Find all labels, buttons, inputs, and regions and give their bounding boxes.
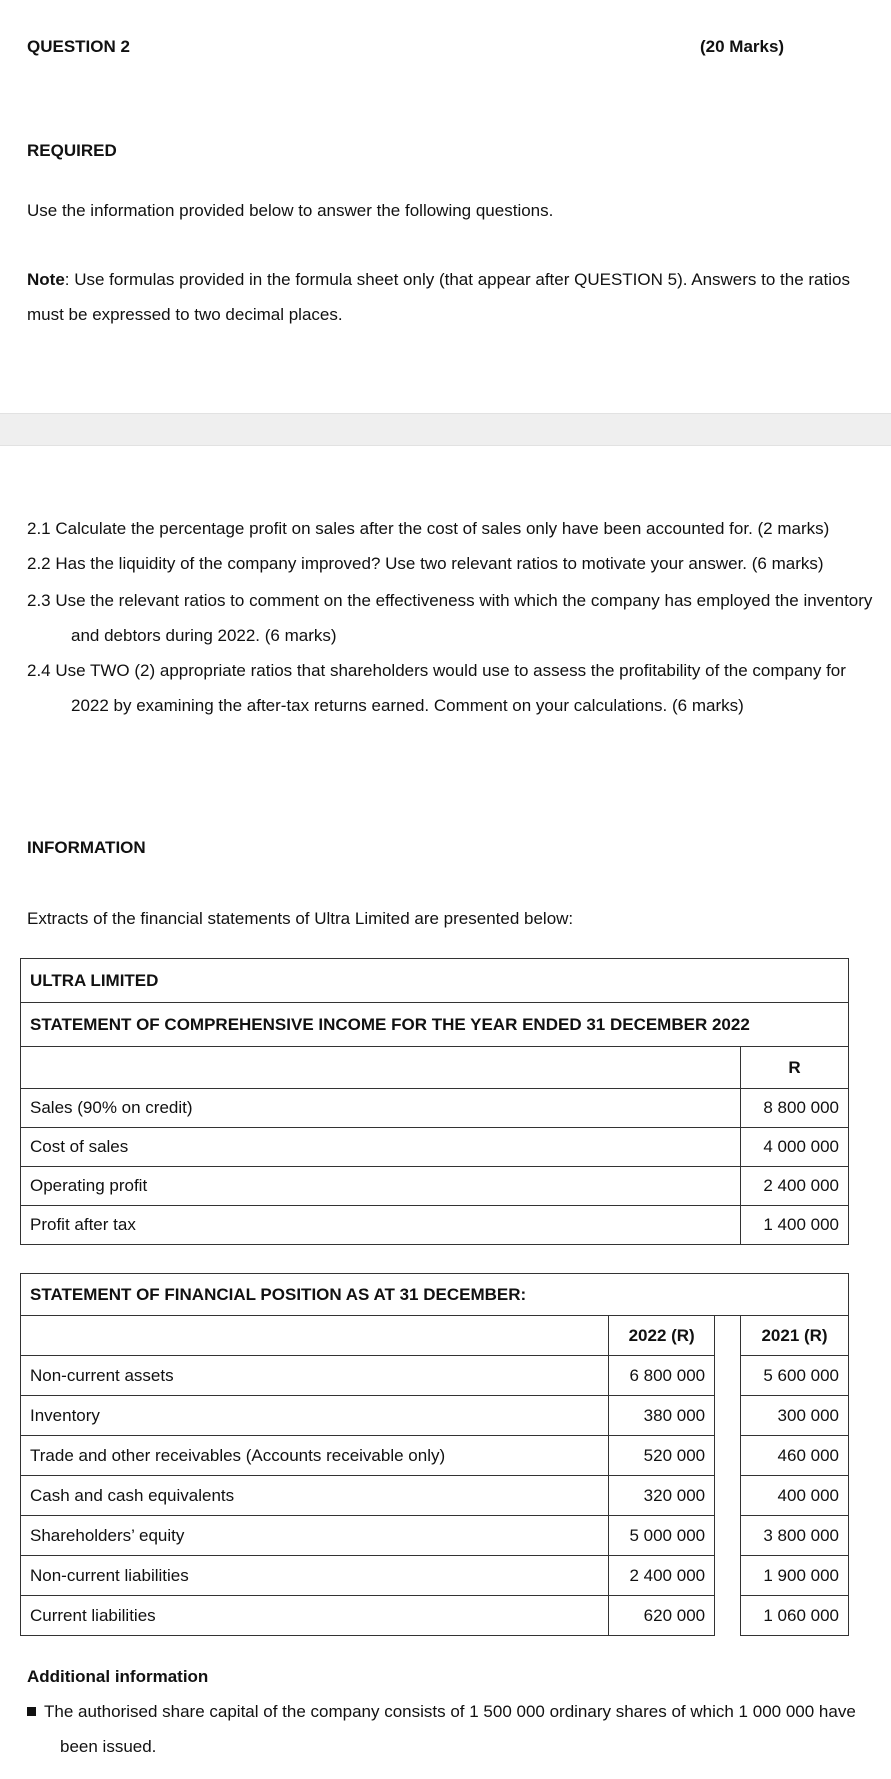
financial-position-title: STATEMENT OF FINANCIAL POSITION AS AT 31 DECEMBER: [21, 1274, 849, 1316]
column-gap [715, 1356, 741, 1396]
row-value: 8 800 000 [741, 1089, 849, 1128]
value-2021: 400 000 [741, 1476, 849, 1516]
empty-cell [21, 1316, 609, 1356]
column-gap [715, 1516, 741, 1556]
income-statement-title: STATEMENT OF COMPREHENSIVE INCOME FOR THE YEAR ENDED 31 DECEMBER 2022 [21, 1003, 849, 1047]
table-row [21, 1436, 849, 1476]
marks-label: (20 Marks) [700, 37, 785, 56]
bullet-icon [27, 1707, 36, 1716]
note-label: Note [27, 270, 65, 289]
table-row [21, 1003, 849, 1047]
value-2022: 520 000 [609, 1436, 715, 1476]
table-row [21, 1476, 849, 1516]
column-header-2022: 2022 (R) [609, 1316, 715, 1356]
empty-cell [21, 1047, 741, 1089]
value-2022: 320 000 [609, 1476, 715, 1516]
value-2022: 620 000 [609, 1596, 715, 1636]
value-2021: 300 000 [741, 1396, 849, 1436]
question-2-2: 2.2 Has the liquidity of the company improved? Use two relevant ratios to motivate your answer. (6 marks) [27, 554, 824, 573]
row-label: Shareholders’ equity [21, 1516, 609, 1556]
value-2021: 5 600 000 [741, 1356, 849, 1396]
table-row [21, 1089, 849, 1128]
value-2021: 1 060 000 [741, 1596, 849, 1636]
required-heading: REQUIRED [27, 141, 117, 160]
financial-position-table [20, 1273, 849, 1636]
additional-heading: Additional information [27, 1667, 209, 1686]
information-intro: Extracts of the financial statements of Ultra Limited are presented below: [27, 909, 574, 928]
currency-header: R [741, 1047, 849, 1089]
value-2022: 6 800 000 [609, 1356, 715, 1396]
income-statement-table [20, 958, 849, 1245]
row-label: Operating profit [21, 1167, 741, 1206]
row-value: 4 000 000 [741, 1128, 849, 1167]
column-gap [715, 1596, 741, 1636]
question-2-4-line-2: 2022 by examining the after-tax returns earned. Comment on your calculations. (6 marks) [71, 696, 744, 715]
table-row [21, 959, 849, 1003]
row-value: 1 400 000 [741, 1206, 849, 1245]
column-gap [715, 1556, 741, 1596]
required-intro: Use the information provided below to answer the following questions. [27, 201, 554, 220]
bullet-text: The authorised share capital of the company consists of 1 500 000 ordinary shares of which 1 000 000 have [44, 1702, 856, 1721]
row-label: Profit after tax [21, 1206, 741, 1245]
question-2-1: 2.1 Calculate the percentage profit on sales after the cost of sales only have been accounted for. (2 marks) [27, 519, 830, 538]
table-row [21, 1396, 849, 1436]
note-line-2: must be expressed to two decimal places. [27, 305, 343, 324]
column-header-2021: 2021 (R) [741, 1316, 849, 1356]
table-row [21, 1167, 849, 1206]
table-row [21, 1556, 849, 1596]
value-2021: 460 000 [741, 1436, 849, 1476]
table-row [21, 1274, 849, 1316]
column-gap [715, 1396, 741, 1436]
table-row [21, 1047, 849, 1089]
value-2022: 5 000 000 [609, 1516, 715, 1556]
row-label: Current liabilities [21, 1596, 609, 1636]
row-value: 2 400 000 [741, 1167, 849, 1206]
table-row [21, 1516, 849, 1556]
value-2022: 2 400 000 [609, 1556, 715, 1596]
column-gap [715, 1476, 741, 1516]
column-gap [715, 1436, 741, 1476]
row-label: Non-current liabilities [21, 1556, 609, 1596]
note-text: : Use formulas provided in the formula sheet only (that appear after QUESTION 5). Answers to the ratios [64, 270, 850, 289]
column-gap [715, 1316, 741, 1356]
value-2021: 1 900 000 [741, 1556, 849, 1596]
table-row [21, 1596, 849, 1636]
value-2021: 3 800 000 [741, 1516, 849, 1556]
information-heading: INFORMATION [27, 838, 146, 857]
table-row [21, 1206, 849, 1245]
row-label: Cost of sales [21, 1128, 741, 1167]
row-label: Sales (90% on credit) [21, 1089, 741, 1128]
question-2-3-line-1: 2.3 Use the relevant ratios to comment on the effectiveness with which the company has employed the inventory [27, 591, 873, 610]
question-2-3-line-2: and debtors during 2022. (6 marks) [71, 626, 337, 645]
table-row [21, 1316, 849, 1356]
value-2022: 380 000 [609, 1396, 715, 1436]
row-label: Non-current assets [21, 1356, 609, 1396]
row-label: Cash and cash equivalents [21, 1476, 609, 1516]
section-divider [0, 413, 891, 446]
question-title: QUESTION 2 [27, 37, 130, 56]
table-row [21, 1356, 849, 1396]
table-row [21, 1128, 849, 1167]
row-label: Trade and other receivables (Accounts receivable only) [21, 1436, 609, 1476]
question-2-4-line-1: 2.4 Use TWO (2) appropriate ratios that shareholders would use to assess the profitability of the company for [27, 661, 846, 680]
additional-bullet-line-1 [27, 1702, 856, 1722]
note-line-1 [27, 270, 850, 290]
company-name: ULTRA LIMITED [21, 959, 849, 1003]
additional-bullet-line-2: been issued. [60, 1737, 157, 1756]
row-label: Inventory [21, 1396, 609, 1436]
